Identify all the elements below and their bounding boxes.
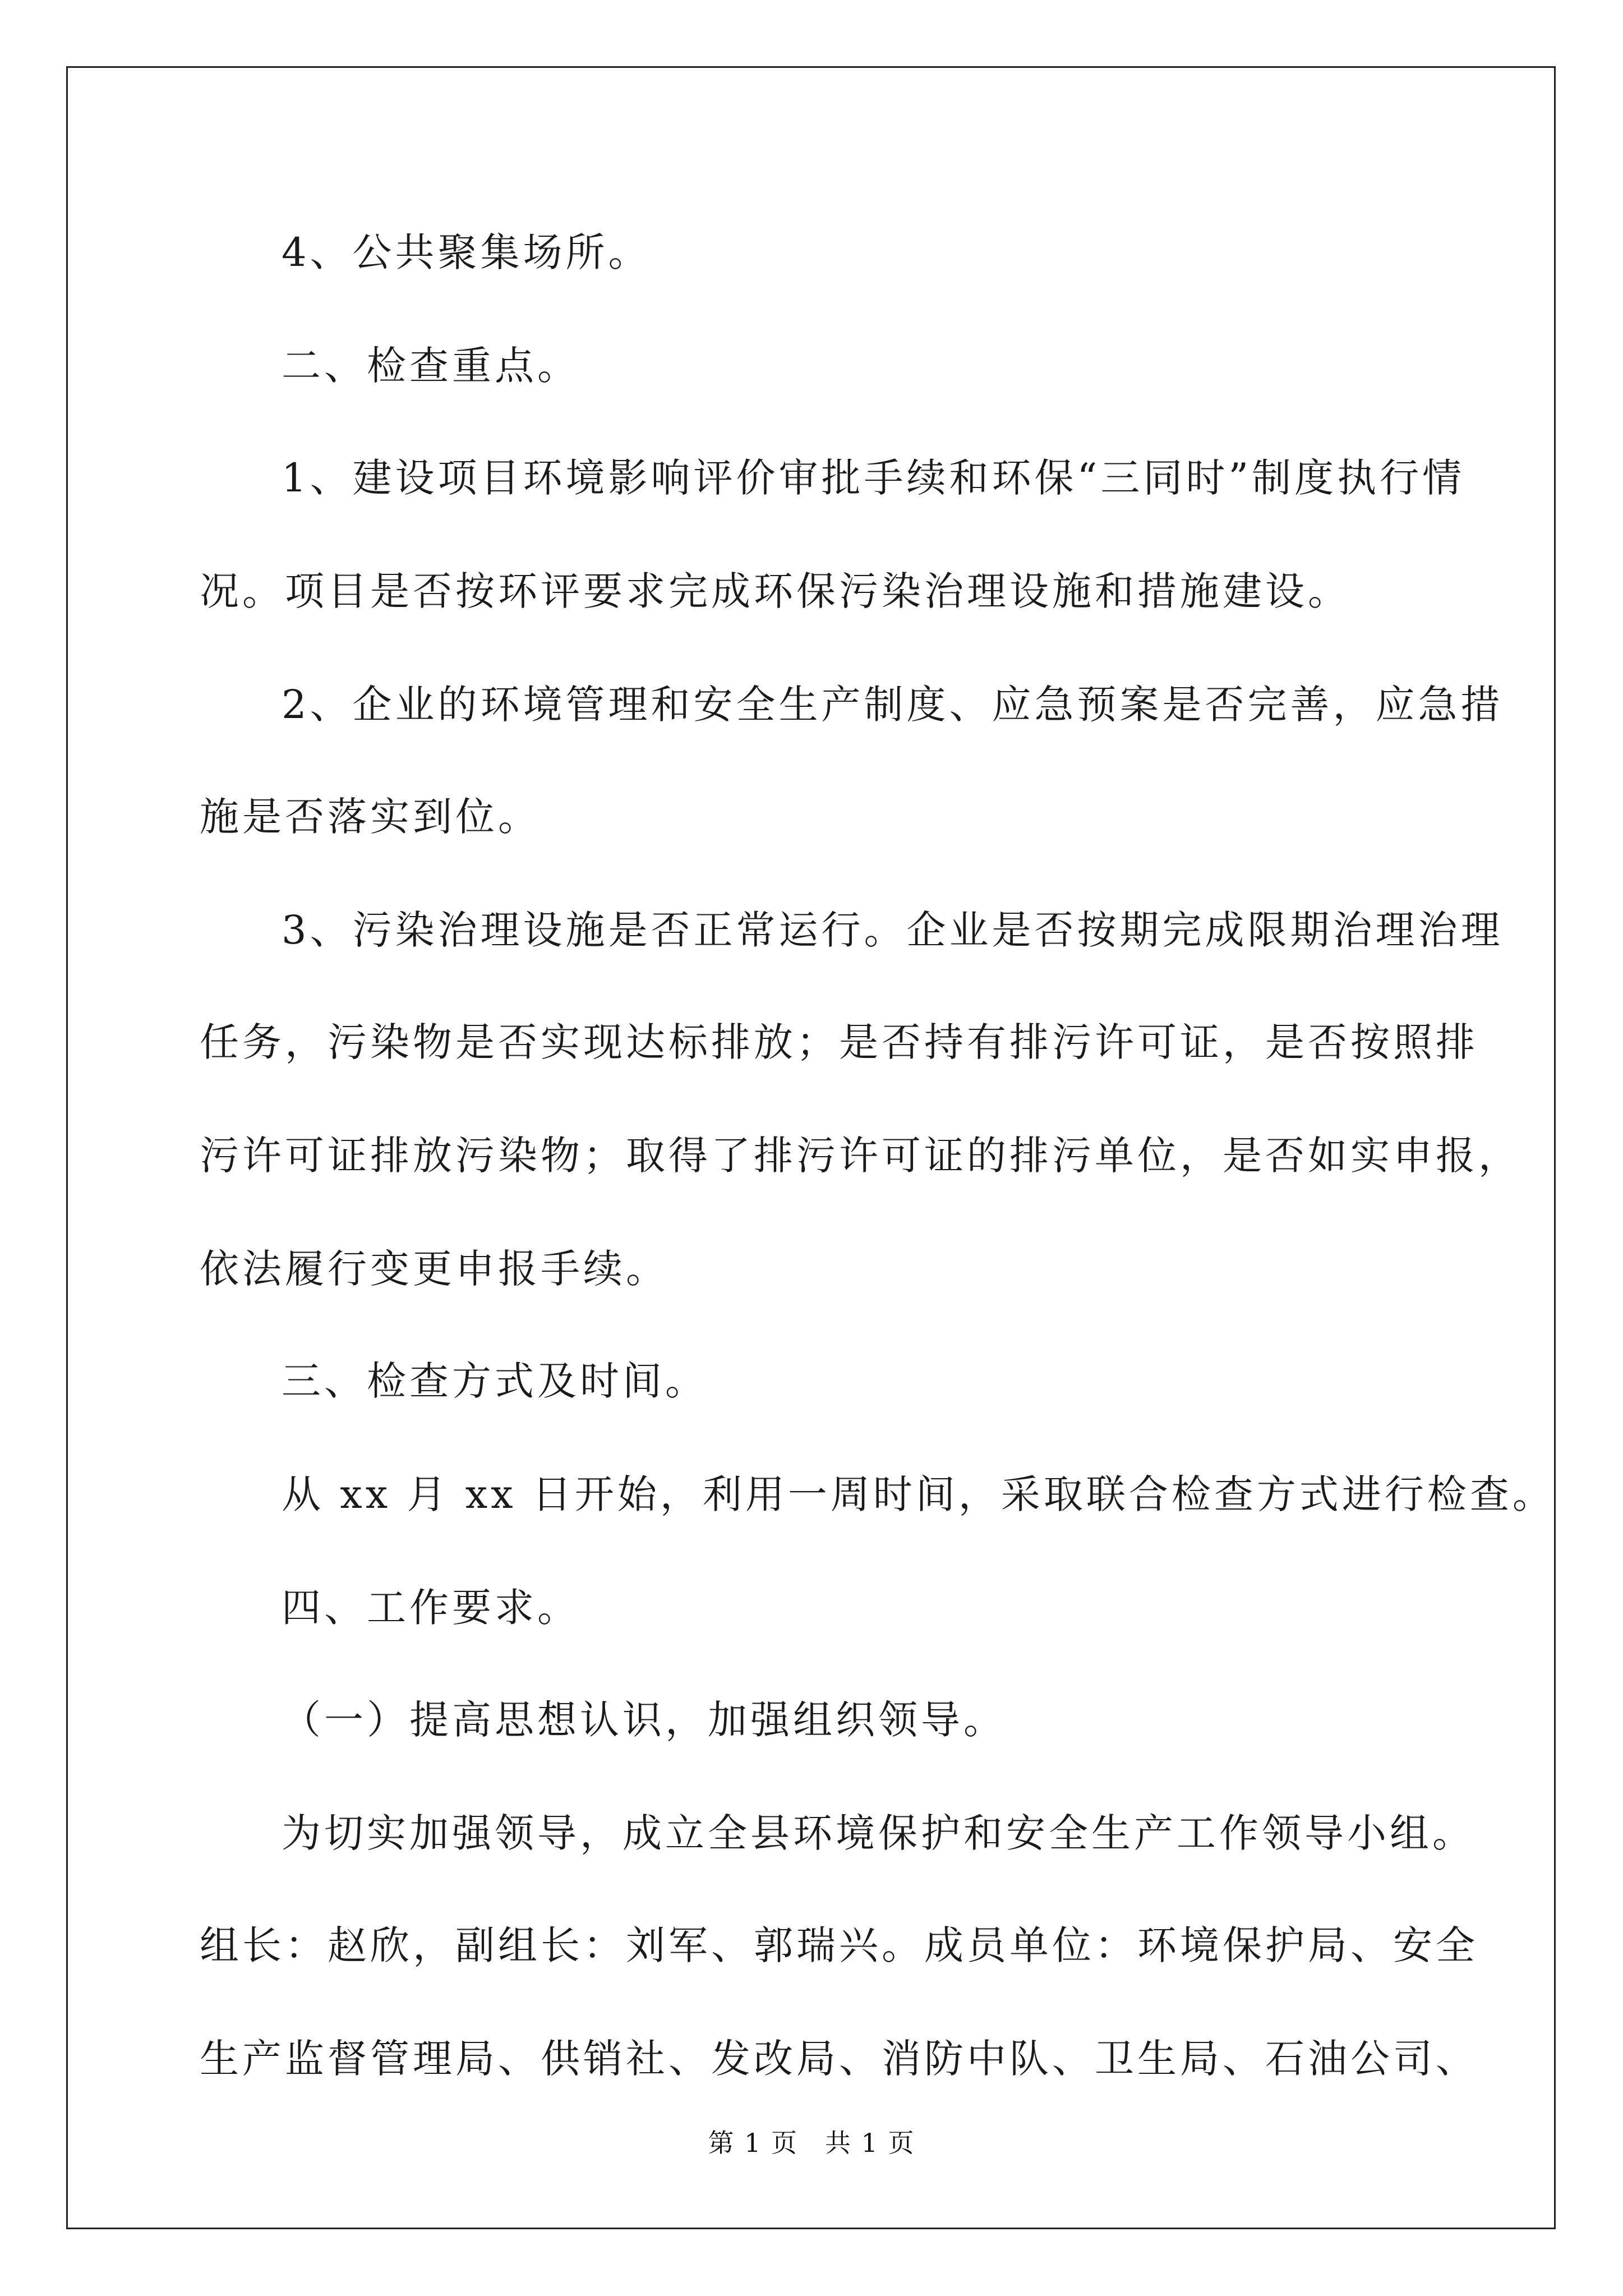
text-line: 组长：赵欣，副组长：刘军、郭瑞兴。成员单位：环境保护局、安全 bbox=[200, 1922, 1478, 1968]
text-line: 1、建设项目环境影响评价审批手续和环保“三同时”制度执行情 bbox=[282, 455, 1465, 501]
text-line: 况。项目是否按环评要求完成环保污染治理设施和措施建设。 bbox=[200, 568, 1350, 614]
text-line: 4、公共聚集场所。 bbox=[282, 229, 651, 275]
page-number-label: 第 1 页 共 1 页 bbox=[708, 2128, 915, 2158]
text-line: 生产监督管理局、供销社、发改局、消防中队、卫生局、石油公司、 bbox=[200, 2036, 1478, 2082]
text-line: 二、检查重点。 bbox=[282, 343, 580, 389]
text-line: 施是否落实到位。 bbox=[200, 794, 541, 840]
text-line: 污许可证排放污染物；取得了排污许可证的排污单位，是否如实申报， bbox=[200, 1133, 1521, 1179]
text-line: 四、工作要求。 bbox=[282, 1585, 580, 1631]
text-line: 3、污染治理设施是否正常运行。企业是否按期完成限期治理治理 bbox=[282, 907, 1504, 953]
text-line: （一）提高思想认识，加强组织领导。 bbox=[282, 1697, 1006, 1743]
text-line: 从 xx 月 xx 日开始，利用一周时间，采取联合检查方式进行检查。 bbox=[282, 1471, 1555, 1517]
text-line: 依法履行变更申报手续。 bbox=[200, 1246, 668, 1292]
page-footer bbox=[0, 2123, 1623, 2160]
text-line: 2、企业的环境管理和安全生产制度、应急预案是否完善，应急措 bbox=[282, 682, 1504, 728]
text-line: 为切实加强领导，成立全县环境保护和安全生产工作领导小组。 bbox=[282, 1810, 1475, 1856]
text-line: 任务，污染物是否实现达标排放；是否持有排污许可证，是否按照排 bbox=[200, 1019, 1478, 1065]
text-line: 三、检查方式及时间。 bbox=[282, 1358, 708, 1404]
